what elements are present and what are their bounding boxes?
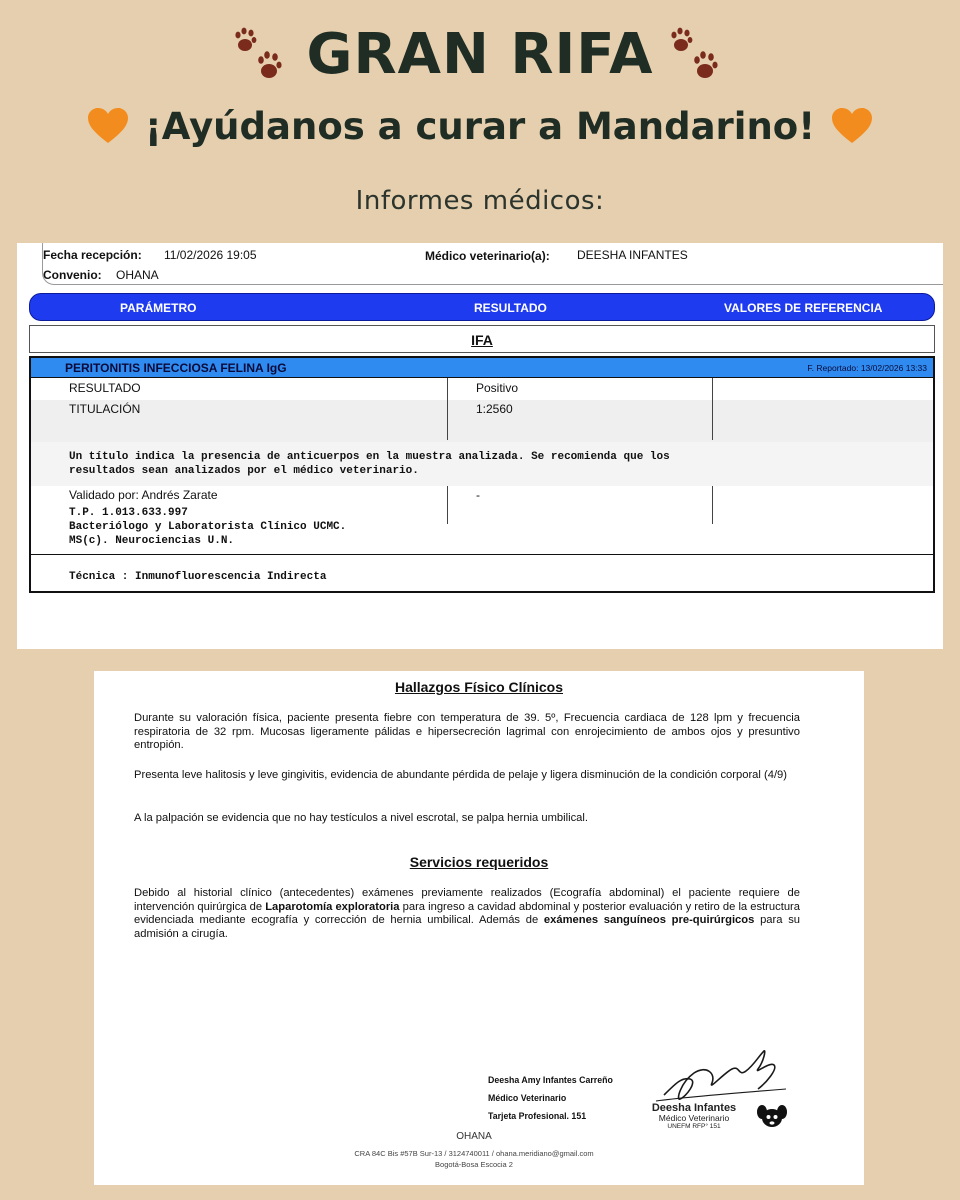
validated-result: - [476, 488, 480, 502]
findings-paragraph: A la palpación se evidencia que no hay testículos a nivel escrotal, se palpa hernia umbilical. [134, 812, 588, 824]
agreement-label: Convenio: [43, 268, 102, 282]
title-row [0, 14, 960, 94]
column-header-parameter: PARÁMETRO [120, 301, 197, 315]
section-label: Informes médicos: [355, 186, 605, 216]
row-param: RESULTADO [69, 381, 141, 395]
column-divider [712, 486, 713, 524]
credential-line: MS(c). Neurociencias U.N. [69, 535, 235, 547]
column-header-bar [29, 293, 935, 321]
clinic-city: Bogotá-Bosa Escocia 2 [435, 1160, 513, 1169]
stamp-name: Deesha Infantes [651, 1102, 737, 1114]
vet-label: Médico veterinario(a): [425, 249, 550, 263]
signer-name: Deesha Amy Infantes Carreño [488, 1075, 613, 1085]
paw-prints-icon [231, 23, 293, 85]
paw-prints-icon [667, 23, 729, 85]
report-date: F. Reportado: 13/02/2026 13:33 [807, 363, 927, 373]
note-line-1: Un título indica la presencia de anticuerpos en la muestra analizada. Se recomienda que los [69, 451, 670, 463]
vet-value: DEESHA INFANTES [577, 248, 688, 262]
services-paragraph: Debido al historial clínico (antecedentes) exámenes previamente realizados (Ecografía abdominal) el paciente requiere de intervención quirúrgica de Laparotomía exploratoria para ingreso a cavidad abdominal y posterior evaluación y retiro de la estructura evidenciada mediante ecografía y corrección de hernia umbilical. Además de exámenes sanguíneos pre-quirúrgicos para su admisión a cirugía. [134, 887, 801, 940]
clinical-findings-document [94, 671, 864, 1185]
row-param: TITULACIÓN [69, 402, 141, 416]
page-title: GRAN RIFA [306, 21, 654, 87]
services-title: Servicios requeridos [409, 854, 549, 870]
clinic-address: CRA 84C Bis #57B Sur-13 / 3124740011 / ohana.meridiano@gmail.com [354, 1149, 594, 1158]
findings-title: Hallazgos Físico Clínicos [394, 679, 564, 695]
reception-label: Fecha recepción: [43, 248, 142, 262]
row-result: Positivo [476, 381, 519, 395]
technique: Técnica : Inmunofluorescencia Indirecta [69, 571, 327, 583]
column-divider [712, 378, 713, 440]
test-name-row [31, 358, 933, 378]
validated-by: Validado por: Andrés Zarate [69, 488, 218, 502]
orange-heart-icon [87, 107, 129, 145]
findings-paragraph: Presenta leve halitosis y leve gingivitis, evidencia de abundante pérdida de pelaje y ligera disminución de la condición corporal (4/9) [134, 769, 787, 781]
signer-card: Tarjeta Profesional. 151 [488, 1111, 587, 1121]
lab-report [17, 243, 943, 649]
findings-paragraph: Durante su valoración física, paciente presenta fiebre con temperatura de 39. 5º, Frecuencia cardiaca de 128 lpm y frecuencia respiratoria de 32 rpm. Mucosas ligeramente pálidas e hipersecreción lagrimal con enrojecimiento de ambos ojos y presuntivo entropión. [134, 712, 800, 751]
subtitle: ¡Ayúdanos a curar a Mandarino! [144, 104, 816, 148]
column-divider [447, 378, 448, 440]
divider [31, 554, 933, 555]
row-result: 1:2560 [476, 402, 513, 416]
column-divider [447, 486, 448, 524]
signer-block [488, 1071, 613, 1125]
agreement-value: OHANA [116, 268, 159, 282]
subtitle-row [0, 100, 960, 152]
orange-heart-icon [831, 107, 873, 145]
results-table [29, 356, 935, 593]
stamp-role: Médico Veterinario [658, 1113, 730, 1123]
clinic-name: OHANA [456, 1131, 492, 1142]
dog-logo-icon [756, 1103, 788, 1129]
note-line-2: resultados sean analizados por el médico veterinario. [69, 465, 419, 477]
reception-value: 11/02/2026 19:05 [164, 248, 257, 262]
section-title-ifa: IFA [29, 325, 935, 353]
column-header-result: RESULTADO [474, 301, 547, 315]
signer-role: Médico Veterinario [488, 1093, 567, 1103]
stamp-registration: UNEFM RFP° 151 [667, 1123, 721, 1130]
column-header-reference: VALORES DE REFERENCIA [724, 301, 883, 315]
test-name: PERITONITIS INFECCIOSA FELINA IgG [65, 361, 287, 375]
credential-line: T.P. 1.013.633.997 [69, 507, 188, 519]
credential-line: Bacteriólogo y Laboratorista Clínico UCMC. [69, 521, 347, 533]
